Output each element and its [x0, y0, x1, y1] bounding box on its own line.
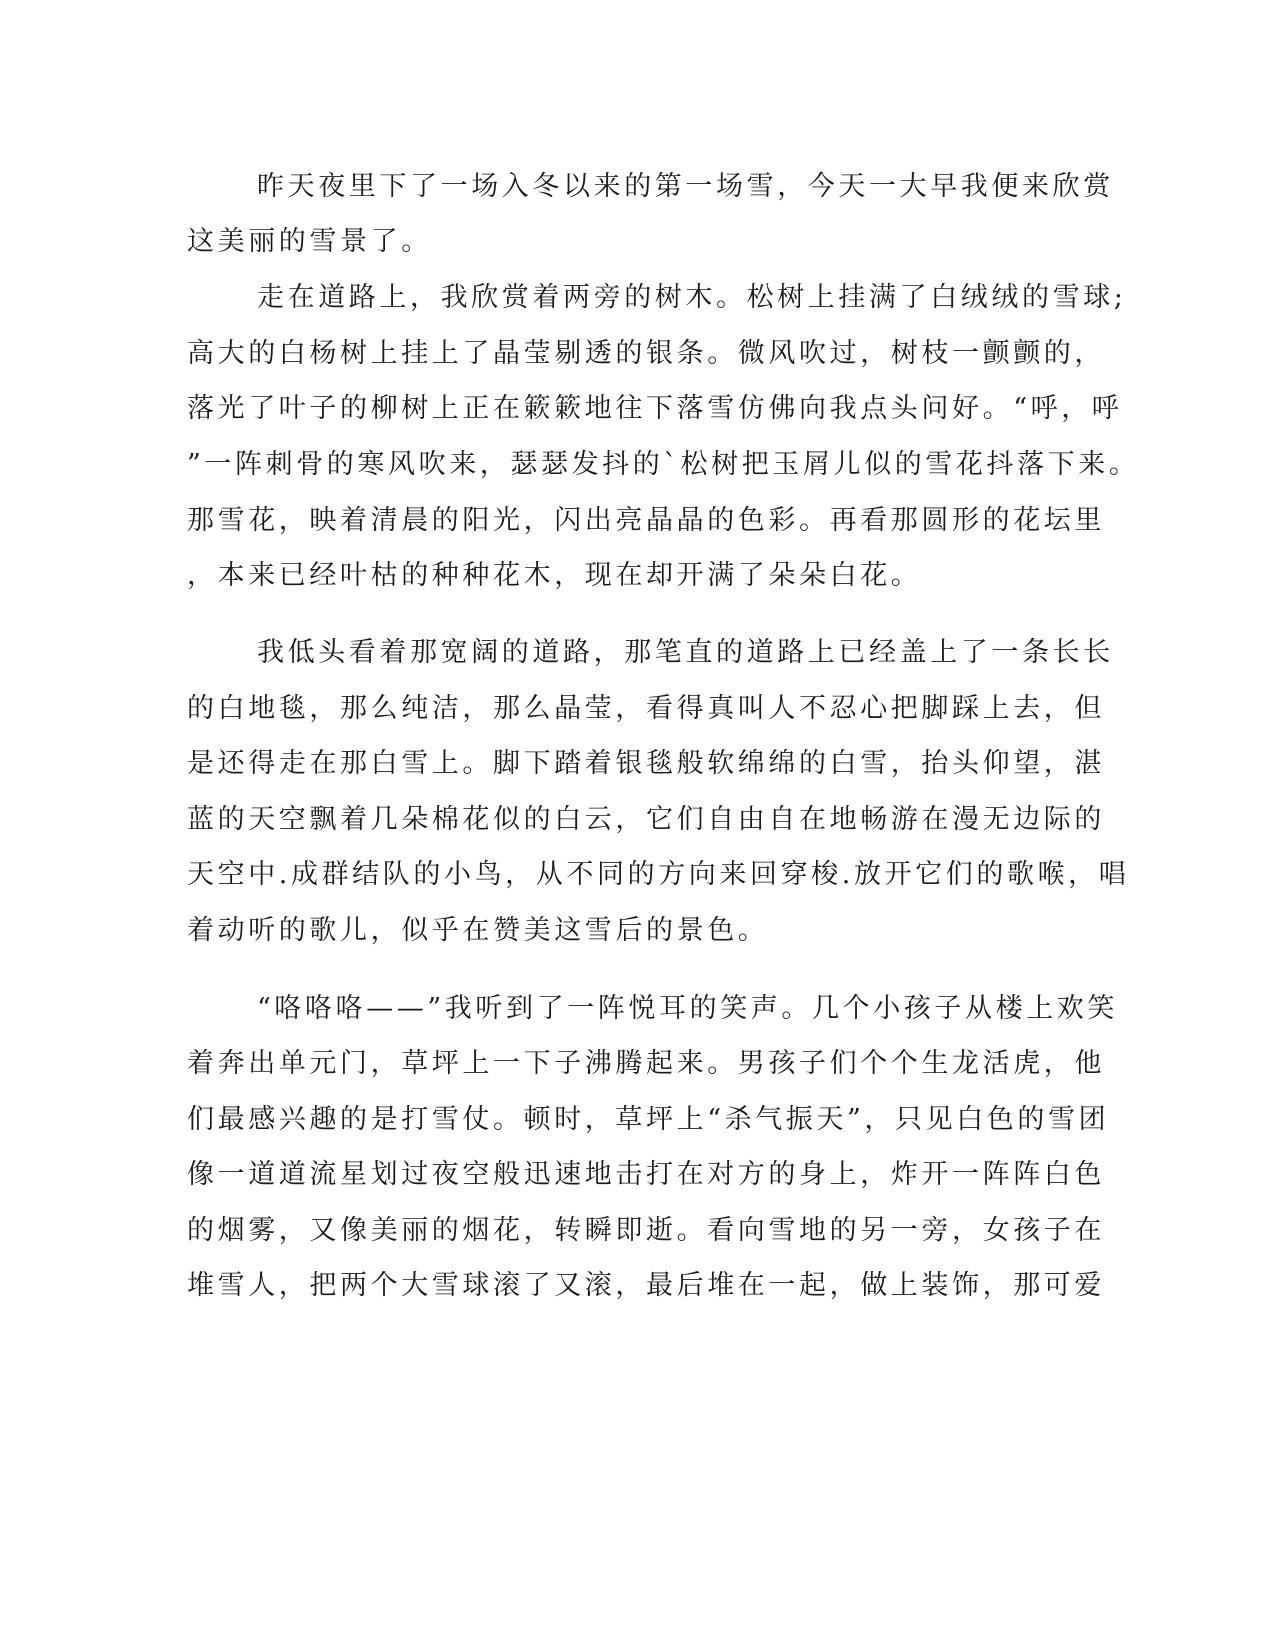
text-line: 的白地毯，那么纯洁，那么晶莹，看得真叫人不忍心把脚踩上去，但	[187, 693, 1105, 724]
text-line: 蓝的天空飘着几朵棉花似的白云，它们自由自在地畅游在漫无边际的	[187, 804, 1105, 835]
text-line: 昨天夜里下了一场入冬以来的第一场雪，今天一大早我便来欣赏	[257, 171, 1114, 202]
text-line: 高大的白杨树上挂上了晶莹剔透的银条。微风吹过，树枝一颤颤的，	[187, 338, 1105, 369]
text-line: 的烟雾，又像美丽的烟花，转瞬即逝。看向雪地的另一旁，女孩子在	[187, 1215, 1105, 1246]
text-line: 落光了叶子的柳树上正在簌簌地往下落雪仿佛向我点头问好。“呼，呼	[187, 393, 1123, 424]
text-line: 那雪花，映着清晨的阳光，闪出亮晶晶的色彩。再看那圆形的花坛里	[187, 505, 1105, 536]
text-line: 着动听的歌儿，似乎在赞美这雪后的景色。	[187, 915, 769, 946]
text-line: “咯咯咯——”我听到了一阵悦耳的笑声。几个小孩子从楼上欢笑	[257, 993, 1119, 1024]
text-line: 我低头看着那宽阔的道路，那笔直的道路上已经盖上了一条长长	[257, 637, 1114, 668]
text-line: 走在道路上，我欣赏着两旁的树木。松树上挂满了白绒绒的雪球;	[257, 282, 1127, 313]
text-line: ”一阵刺骨的寒风吹来，瑟瑟发抖的`松树把玉屑儿似的雪花抖落下来。	[187, 449, 1140, 480]
text-line: 天空中.成群结队的小鸟，从不同的方向来回穿梭.放开它们的歌喉，唱	[187, 859, 1130, 890]
text-line: 这美丽的雪景了。	[187, 226, 432, 257]
text-line: 像一道道流星划过夜空般迅速地击打在对方的身上，炸开一阵阵白色	[187, 1159, 1105, 1190]
text-line: 堆雪人，把两个大雪球滚了又滚，最后堆在一起，做上装饰，那可爱	[187, 1270, 1105, 1301]
text-line: 是还得走在那白雪上。脚下踏着银毯般软绵绵的白雪，抬头仰望，湛	[187, 748, 1105, 779]
text-line: 着奔出单元门，草坪上一下子沸腾起来。男孩子们个个生龙活虎，他	[187, 1048, 1105, 1079]
text-line: ，本来已经叶枯的种种花木，现在却开满了朵朵白花。	[187, 560, 922, 591]
text-line: 们最感兴趣的是打雪仗。顿时，草坪上“杀气振天”，只见白色的雪团	[187, 1104, 1110, 1135]
